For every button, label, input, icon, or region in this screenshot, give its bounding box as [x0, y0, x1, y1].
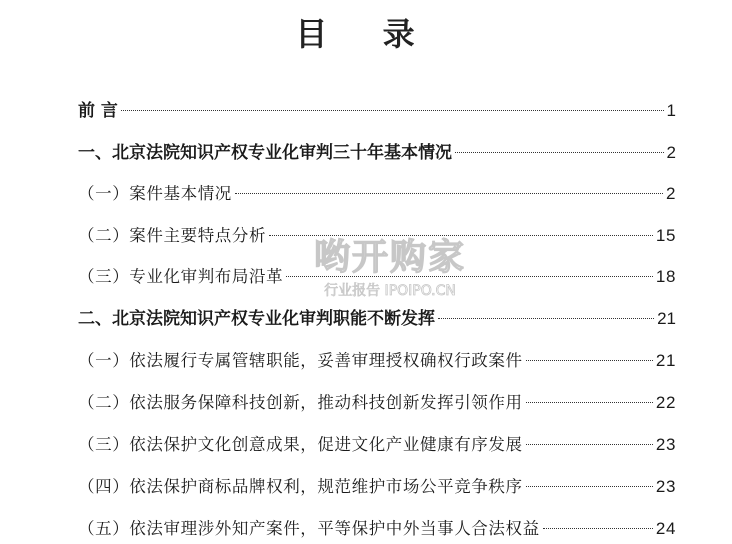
dot-leader [526, 486, 653, 487]
toc-title: 目 录 [295, 15, 437, 53]
toc-entry-label: 一、北京法院知识产权专业化审判三十年基本情况 [78, 143, 452, 163]
dot-leader [455, 152, 664, 153]
toc-entry-section-2-2[interactable] [78, 388, 676, 418]
dot-leader [526, 444, 653, 445]
toc-entry-label: （一）案件基本情况 [78, 184, 232, 203]
toc-entry-section-1-1[interactable] [78, 179, 676, 209]
dot-leader [526, 402, 653, 403]
toc-entry-label: （二）依法服务保障科技创新，推动科技创新发挥引领作用 [78, 393, 523, 412]
toc-entry-section-1[interactable] [78, 138, 676, 168]
toc-entry-page: 21 [655, 351, 676, 370]
toc-entry-page: 21 [657, 309, 676, 328]
toc-entry-label: 二、北京法院知识产权专业化审判职能不断发挥 [78, 309, 435, 329]
toc-entry-page: 2 [665, 184, 676, 203]
toc-entry-page: 23 [655, 435, 676, 454]
toc-entry-label: （三）专业化审判布局沿革 [78, 267, 284, 286]
dot-leader [286, 276, 653, 277]
toc-entry-label: （一）依法履行专属管辖职能，妥善审理授权确权行政案件 [78, 351, 523, 370]
toc-entry-section-2-4[interactable] [78, 472, 676, 502]
toc-entry-section-1-2[interactable] [78, 221, 676, 251]
dot-leader [543, 528, 653, 529]
dot-leader [526, 360, 653, 361]
dot-leader [269, 235, 653, 236]
toc-entry-label: 前 言 [78, 101, 118, 121]
toc-entry-page: 1 [666, 101, 676, 120]
toc-entry-page: 23 [655, 477, 676, 496]
toc-entry-section-1-3[interactable] [78, 262, 676, 292]
toc-entry-page: 22 [655, 393, 676, 412]
dot-leader [121, 110, 664, 111]
toc-entry-label: （五）依法审理涉外知产案件，平等保护中外当事人合法权益 [78, 519, 540, 538]
toc-entry-label: （二）案件主要特点分析 [78, 226, 267, 245]
toc-entry-page: 15 [655, 226, 676, 245]
toc-entry-section-2-5[interactable] [78, 514, 676, 544]
dot-leader [438, 318, 654, 319]
toc-entry-page: 18 [655, 267, 676, 286]
dot-leader [235, 193, 663, 194]
toc-entry-page: 2 [666, 143, 676, 162]
toc-entry-section-2-3[interactable] [78, 430, 676, 460]
toc-entry-preface[interactable] [78, 96, 676, 126]
toc-entry-label: （三）依法保护文化创意成果，促进文化产业健康有序发展 [78, 435, 523, 454]
watermark-subtext: 行业报告 IPOIPO.CN [324, 283, 456, 299]
toc-entry-label: （四）依法保护商标品牌权利，规范维护市场公平竞争秩序 [78, 477, 523, 496]
toc-entry-section-2-1[interactable] [78, 346, 676, 376]
toc-entry-page: 24 [655, 519, 676, 538]
toc-entry-section-2[interactable] [78, 304, 676, 334]
watermark-text: 哟开购家 [313, 237, 466, 278]
